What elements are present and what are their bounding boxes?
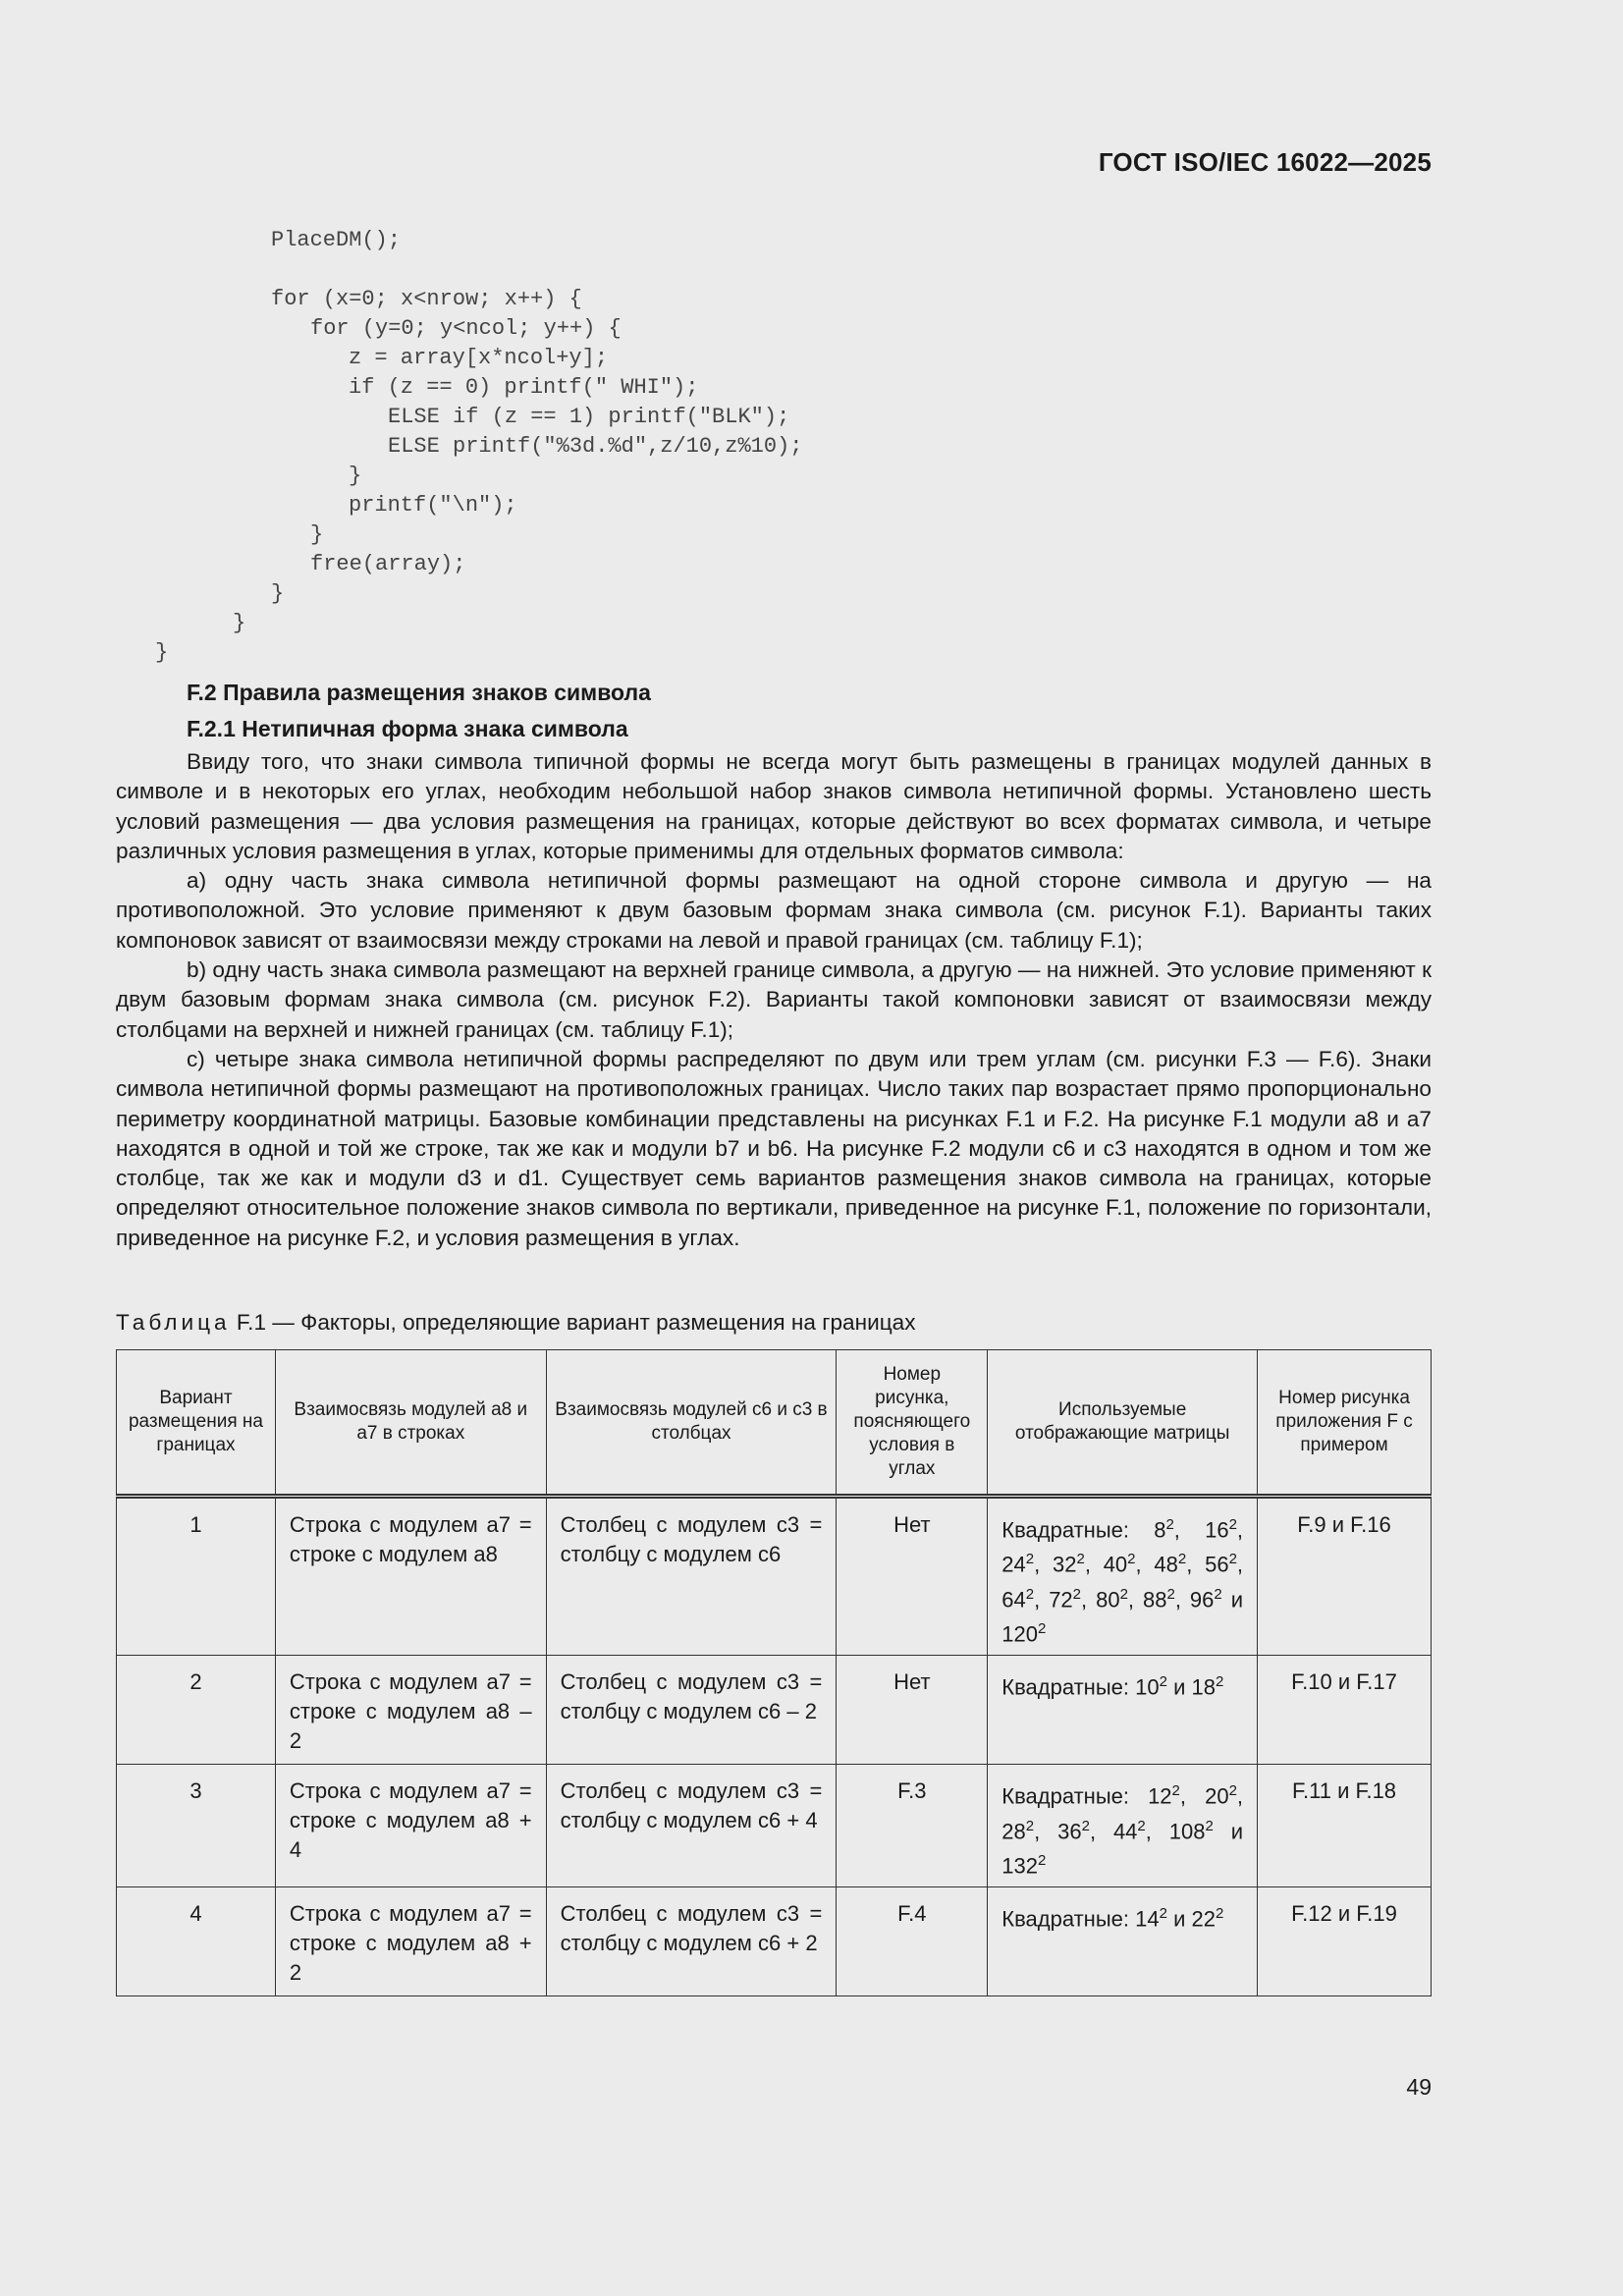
document-header: ГОСТ ISO/IEC 16022—2025 (1098, 147, 1432, 177)
matrix-size: 16 (1205, 1517, 1229, 1543)
code-line: PlaceDM(); (271, 228, 402, 252)
exponent: 2 (1038, 1851, 1047, 1869)
matrix-size: 64 (1001, 1586, 1026, 1612)
cell-matrices: Квадратные: $8^2$, $16^2$, $24^2$, $32^2$, $40^2$, $48^2$, $56^2$, $64^2$, $72^2$, $80^2$, $88^2$, $96^2$ и $120^2$ (988, 1497, 1258, 1656)
matrix-size: 80 (1096, 1586, 1120, 1612)
paragraph-intro: Ввиду того, что знаки символа типичной формы не всегда могут быть размещены в границах модулей данных в символе и в некоторых его углах, необходим небольшой набор знаков символа нетипичной формы. Установлено шесть условий размещения — два условия размещения на границах, которые действуют во всех форматах символа, и четыре различных условия размещения в углах, которые применимы для отдельных форматов символа: (116, 749, 1432, 863)
matrices-label: Квадратные: (1001, 1783, 1129, 1809)
matrix-size: 36 (1057, 1818, 1082, 1843)
conjunction: и (1230, 1586, 1243, 1612)
header-cols-relation: Взаимосвязь модулей c6 и c3 в столбцах (546, 1350, 837, 1497)
code-line: for (y=0; y<ncol; y++) { (310, 316, 622, 341)
exponent: 2 (1025, 1817, 1035, 1834)
paragraph-c: c) четыре знака символа нетипичной формы распределяют по двум или трем углам (см. рисунки F.3 — F.6). Знаки символа нетипичной формы размещают на противоположных границах. Число таких пар возрастает прямо пропорционально периметру координатной матрицы. Базовые комбинации представлены на рисунках F.1 и F.2. На рисунке F.1 модули a8 и a7 находятся в одной и той же строке, так же как и модули b7 и b6. На рисунке F.2 модули c6 и c3 находятся в одном и том же столбце, так же как и модули d3 и d1. Существует семь вариантов размещения знаков символа на границах, которые определяют относительное положение знаков символа по вертикали, приведенное на рисунке F.1, положение по горизонтали, приведенное на рисунке F.2, и условия размещения в углах. (116, 1046, 1432, 1250)
matrix-size: 18 (1191, 1674, 1216, 1700)
code-line: } (310, 522, 324, 547)
body-text (116, 747, 1432, 1253)
table-caption (116, 1310, 916, 1336)
cell-corner-figure: Нет (837, 1656, 988, 1765)
matrix-size: 20 (1205, 1783, 1229, 1809)
exponent: 2 (1025, 1585, 1035, 1603)
code-line: for (x=0; x<nrow; x++) { (271, 287, 582, 311)
conjunction: и (1230, 1818, 1244, 1843)
exponent: 2 (1025, 1551, 1035, 1568)
paragraph-b: b) одну часть знака символа размещают на верхней границе символа, а другую — на нижней. Это условие применяют к двум базовым формам знака символа (см. рисунок F.2). Варианты такой компоновки зависят от взаимосвязи между столбцами на верхней и нижней границах (см. таблицу F.1); (116, 957, 1432, 1042)
code-line: ELSE printf("%3d.%d",z/10,z%10); (388, 434, 803, 459)
exponent: 2 (1215, 1673, 1224, 1691)
exponent: 2 (1228, 1782, 1237, 1800)
cell-matrices (988, 1887, 1258, 1996)
cell-example-figure: F.12 и F.19 (1258, 1887, 1432, 1996)
exponent: 2 (1119, 1585, 1128, 1603)
cell-corner-figure: F.4 (837, 1887, 988, 1996)
cell-example-figure: F.11 и F.18 (1258, 1765, 1432, 1887)
code-line: } (155, 640, 169, 665)
code-line: if (z == 0) printf(" WHI"); (349, 375, 699, 400)
code-line: printf("\n"); (349, 493, 517, 518)
cell-variant: 2 (117, 1656, 276, 1765)
header-variant: Вариант размещения на границах (117, 1350, 276, 1497)
table-row (117, 1765, 1432, 1887)
section-heading: F.2 Правила размещения знаков символа (187, 680, 651, 705)
header-corner-figure: Номер рисунка, поясняющего условия в углах (837, 1350, 988, 1497)
matrix-size: 88 (1143, 1586, 1167, 1612)
code-line: free(array); (310, 552, 466, 576)
matrix-size: 40 (1103, 1552, 1128, 1577)
code-line: } (233, 611, 246, 635)
matrix-size: 72 (1049, 1586, 1073, 1612)
cell-cols-relation: Столбец с модулем c3 = столбцу с модулем c6 + 4 (546, 1765, 837, 1887)
conjunction: и (1173, 1906, 1186, 1932)
exponent: 2 (1171, 1782, 1180, 1800)
exponent: 2 (1137, 1817, 1146, 1834)
matrix-size: 108 (1168, 1818, 1206, 1843)
exponent: 2 (1127, 1551, 1136, 1568)
table-f1 (116, 1349, 1432, 1996)
matrix-size: 8 (1154, 1517, 1166, 1543)
cell-rows-relation: Строка с модулем a7 = строке с модулем a8 – 2 (275, 1656, 546, 1765)
header-matrices: Используемые отображающие матрицы (988, 1350, 1258, 1497)
cell-matrices (988, 1656, 1258, 1765)
cell-corner-figure: F.3 (837, 1765, 988, 1887)
matrix-size: 48 (1154, 1552, 1178, 1577)
matrix-size: 120 (1001, 1621, 1038, 1647)
cell-variant: 1 (117, 1497, 276, 1656)
matrix-size: 56 (1205, 1552, 1229, 1577)
cell-example-figure: F.9 и F.16 (1258, 1497, 1432, 1656)
matrix-size: 96 (1189, 1586, 1215, 1612)
exponent: 2 (1038, 1619, 1047, 1637)
matrix-size: 28 (1001, 1818, 1026, 1843)
matrix-size: 32 (1052, 1552, 1077, 1577)
matrix-size: 44 (1112, 1818, 1138, 1843)
header-example-figure: Номер рисунка приложения F с примером (1258, 1350, 1432, 1497)
table-header-row (117, 1350, 1432, 1497)
cell-rows-relation: Строка с модулем a7 = строке с модулем a8 + 4 (275, 1765, 546, 1887)
exponent: 2 (1159, 1673, 1167, 1691)
exponent: 2 (1081, 1817, 1090, 1834)
code-listing (0, 226, 802, 668)
matrix-size: 10 (1135, 1674, 1160, 1700)
paragraph-a: a) одну часть знака символа нетипичной формы размещают на одной стороне символа и другую — на противоположной. Это условие применяют к двум базовым формам знака символа (см. рисунок F.1). Варианты таких компоновок зависят от взаимосвязи между строками на левой и правой границах (см. таблицу F.1); (116, 868, 1432, 953)
cell-corner-figure: Нет (837, 1497, 988, 1656)
code-line: ELSE if (z == 1) printf("BLK"); (388, 405, 790, 429)
page-number: 49 (1406, 2074, 1432, 2100)
cell-variant: 3 (117, 1765, 276, 1887)
matrices-label: Квадратные: (1001, 1906, 1129, 1932)
code-line: z = array[x*ncol+y]; (349, 346, 609, 370)
exponent: 2 (1214, 1585, 1222, 1603)
table-row (117, 1656, 1432, 1765)
exponent: 2 (1076, 1551, 1085, 1568)
exponent: 2 (1159, 1905, 1167, 1923)
exponent: 2 (1165, 1516, 1174, 1533)
table-caption-text: F.1 — Факторы, определяющие вариант размещения на границах (236, 1310, 916, 1335)
exponent: 2 (1205, 1817, 1214, 1834)
cell-rows-relation: Строка с модулем a7 = строке с модулем a8 (275, 1497, 546, 1656)
conjunction: и (1173, 1674, 1186, 1700)
table-row (117, 1887, 1432, 1996)
exponent: 2 (1215, 1905, 1224, 1923)
exponent: 2 (1228, 1551, 1237, 1568)
matrix-size: 22 (1191, 1906, 1216, 1932)
cell-cols-relation: Столбец с модулем c3 = столбцу с модулем c6 + 2 (546, 1887, 837, 1996)
code-line: } (349, 464, 362, 488)
cell-example-figure: F.10 и F.17 (1258, 1656, 1432, 1765)
matrices-label: Квадратные: (1001, 1517, 1129, 1543)
exponent: 2 (1072, 1585, 1082, 1603)
matrix-size: 132 (1001, 1853, 1038, 1879)
cell-cols-relation: Столбец с модулем c3 = столбцу с модулем c6 (546, 1497, 837, 1656)
matrix-size: 24 (1001, 1552, 1026, 1577)
cell-matrices: Квадратные: $12^2$, $20^2$, $28^2$, $36^2$, $44^2$, $108^2$ и $132^2$ (988, 1765, 1258, 1887)
table-caption-label: Таблица (116, 1310, 231, 1335)
header-rows-relation: Взаимосвязь модулей a8 и a7 в строках (275, 1350, 546, 1497)
code-line (0, 255, 802, 285)
exponent: 2 (1228, 1516, 1237, 1533)
exponent: 2 (1177, 1551, 1187, 1568)
matrix-size: 12 (1148, 1783, 1172, 1809)
exponent: 2 (1166, 1585, 1175, 1603)
matrix-size: 14 (1135, 1906, 1160, 1932)
cell-variant: 4 (117, 1887, 276, 1996)
table-row (117, 1497, 1432, 1656)
code-line: } (271, 581, 285, 606)
subsection-heading: F.2.1 Нетипичная форма знака символа (187, 716, 628, 741)
cell-cols-relation: Столбец с модулем c3 = столбцу с модулем c6 – 2 (546, 1656, 837, 1765)
matrices-label: Квадратные: (1001, 1674, 1129, 1700)
cell-rows-relation: Строка с модулем a7 = строке с модулем a8 + 2 (275, 1887, 546, 1996)
